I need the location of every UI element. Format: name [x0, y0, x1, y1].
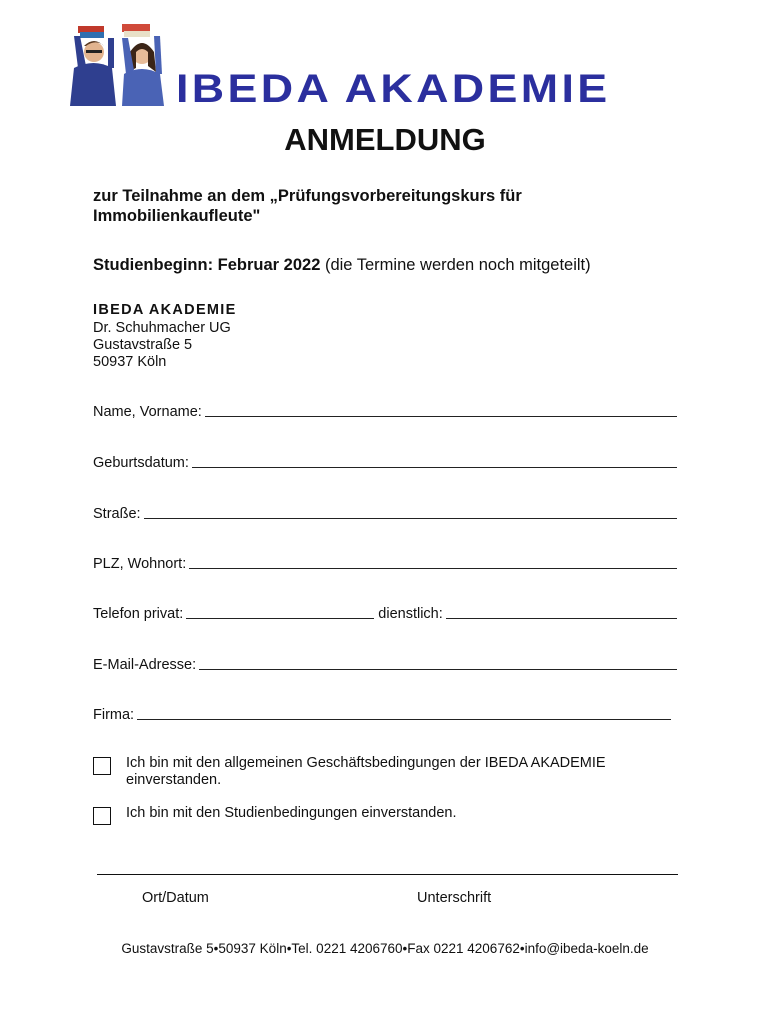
company-field[interactable]: [93, 703, 671, 723]
phone-field[interactable]: [93, 602, 677, 622]
page-title: ANMELDUNG: [284, 122, 486, 157]
place-date-label: Ort/Datum: [142, 890, 209, 906]
city-input-line[interactable]: [189, 568, 677, 569]
study-start-label: Studienbeginn: Februar 2022: [93, 256, 321, 274]
logo-illustration: [64, 22, 176, 106]
email-field[interactable]: [93, 653, 677, 673]
company-input-line[interactable]: [137, 719, 671, 720]
city-label: PLZ, Wohnort:: [93, 556, 187, 572]
name-field[interactable]: [93, 400, 677, 420]
address-line-city: 50937 Köln: [93, 354, 167, 370]
brand-name: IBEDA AKADEMIE: [176, 67, 611, 111]
birthdate-input-line[interactable]: [192, 467, 677, 468]
street-input-line[interactable]: [144, 518, 677, 519]
company-label: Firma:: [93, 707, 135, 723]
name-input-line[interactable]: [205, 416, 677, 417]
city-field[interactable]: [93, 552, 677, 572]
footer-contact: Gustavstraße 5•50937 Köln•Tel. 0221 4206760•Fax 0221 4206762•info@ibeda-koeln.de: [121, 941, 649, 956]
phone-private-input-line[interactable]: [186, 618, 374, 619]
course-description: zur Teilnahme an dem „Prüfungsvorbereitungskurs für Immobilienkaufleute": [93, 187, 522, 225]
phone-work-label: dienstlich:: [378, 606, 443, 622]
study-start-note: (die Termine werden noch mitgeteilt): [320, 256, 591, 274]
name-label: Name, Vorname:: [93, 404, 202, 420]
address-line-company: Dr. Schuhmacher UG: [93, 320, 231, 336]
signature-line[interactable]: [97, 874, 678, 875]
study-consent-text: Ich bin mit den Studienbedingungen einverstanden.: [126, 805, 457, 821]
email-input-line[interactable]: [199, 669, 677, 670]
agb-checkbox[interactable]: [93, 757, 111, 775]
study-checkbox[interactable]: [93, 807, 111, 825]
street-label: Straße:: [93, 506, 141, 522]
phone-work-input-line[interactable]: [446, 618, 677, 619]
email-label: E-Mail-Adresse:: [93, 657, 197, 673]
signature-label: Unterschrift: [417, 890, 492, 906]
agb-consent-row[interactable]: [93, 755, 693, 795]
phone-private-label: Telefon privat:: [93, 606, 184, 622]
birthdate-label: Geburtsdatum:: [93, 455, 189, 471]
birthdate-field[interactable]: [93, 451, 677, 471]
study-start: [93, 256, 591, 275]
address-line-street: Gustavstraße 5: [93, 337, 193, 353]
address-brand: IBEDA AKADEMIE: [93, 302, 237, 318]
address-block: [93, 320, 231, 371]
study-consent-row[interactable]: [93, 805, 693, 829]
agb-consent-text: Ich bin mit den allgemeinen Geschäftsbedingungen der IBEDA AKADEMIE einverstanden.: [126, 755, 606, 788]
street-field[interactable]: [93, 502, 677, 522]
